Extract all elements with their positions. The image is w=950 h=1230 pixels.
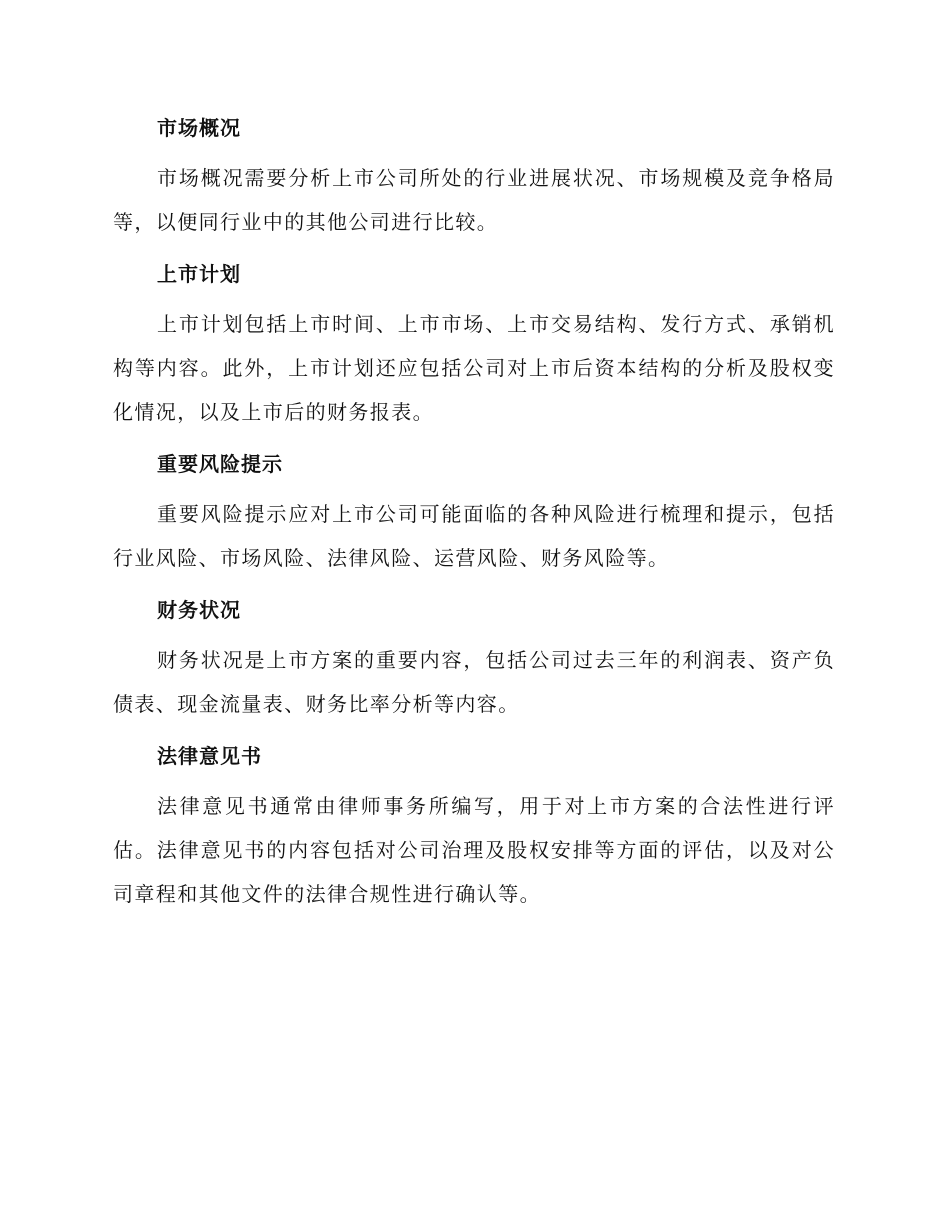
document-content [113,110,835,928]
section-paragraph: 重要风险提示应对上市公司可能面临的各种风险进行梳理和提示，包括行业风险、市场风险、法律风险、运营风险、财务风险等。 [113,502,835,570]
section-risk-warning [113,446,835,580]
section-listing-plan [113,256,835,434]
section-heading: 重要风险提示 [157,452,283,476]
section-paragraph: 市场概况需要分析上市公司所处的行业进展状况、市场规模及竞争格局等，以便同行业中的其他公司进行比较。 [113,166,835,234]
section-heading: 财务状况 [157,598,241,622]
section-paragraph: 财务状况是上市方案的重要内容，包括公司过去三年的利润表、资产负债表、现金流量表、财务比率分析等内容。 [113,648,835,716]
section-market-overview [113,110,835,244]
section-heading: 市场概况 [157,116,241,140]
section-legal-opinion [113,738,835,916]
section-paragraph: 上市计划包括上市时间、上市市场、上市交易结构、发行方式、承销机构等内容。此外，上市计划还应包括公司对上市后资本结构的分析及股权变化情况，以及上市后的财务报表。 [113,312,835,424]
section-paragraph: 法律意见书通常由律师事务所编写，用于对上市方案的合法性进行评估。法律意见书的内容包括对公司治理及股权安排等方面的评估，以及对公司章程和其他文件的法律合规性进行确认等。 [113,794,835,906]
section-financial-status [113,592,835,726]
section-heading: 法律意见书 [157,744,262,768]
section-heading: 上市计划 [157,262,241,286]
